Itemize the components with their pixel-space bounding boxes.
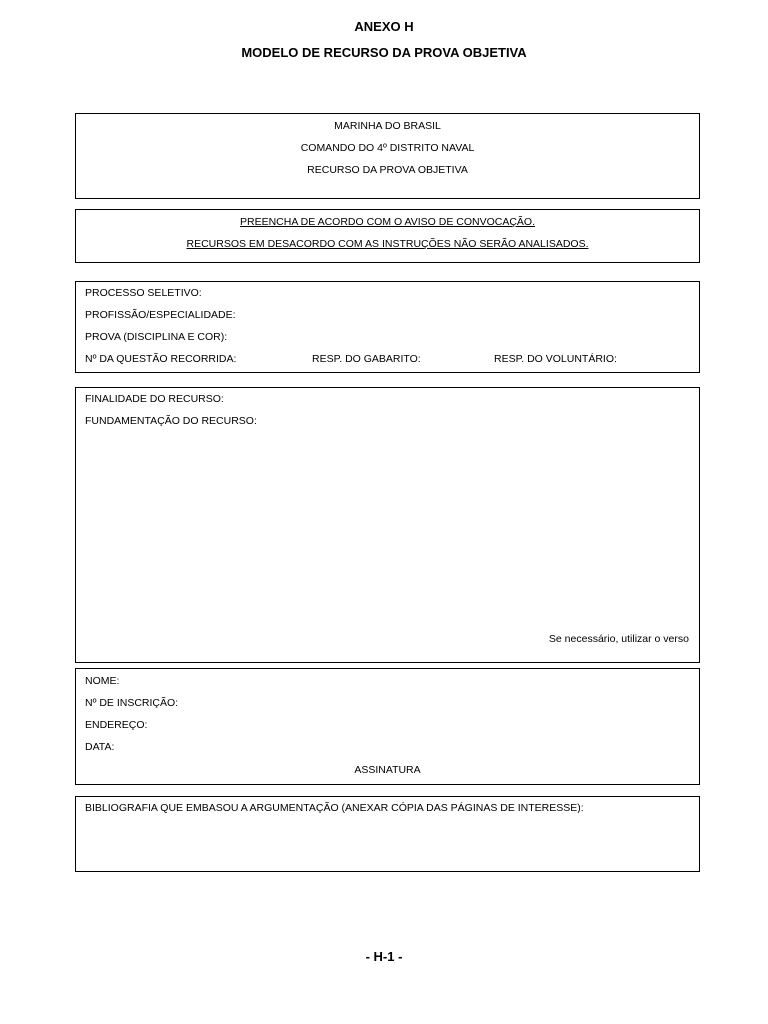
command-name: COMANDO DO 4º DISTRITO NAVAL — [300, 142, 475, 154]
answer-key-label: RESP. DO GABARITO: — [312, 353, 421, 365]
registration-label: Nº DE INSCRIÇÃO: — [85, 697, 179, 709]
process-label: PROCESSO SELETIVO: — [85, 287, 202, 299]
notice-box — [75, 209, 700, 263]
annex-title: ANEXO H — [354, 19, 414, 34]
profession-label: PROFISSÃO/ESPECIALIDADE: — [85, 309, 236, 321]
form-name: RECURSO DA PROVA OBJETIVA — [307, 164, 468, 176]
institution-name: MARINHA DO BRASIL — [334, 120, 441, 132]
candidate-answer-label: RESP. DO VOLUNTÁRIO: — [494, 353, 617, 365]
reverse-note: Se necessário, utilizar o verso — [548, 633, 689, 645]
appeal-box — [75, 387, 700, 663]
bibliography-label: BIBLIOGRAFIA QUE EMBASOU A ARGUMENTAÇÃO (ANEXAR CÓPIA DAS PÁGINAS DE INTERESSE): — [85, 802, 584, 814]
notice-line-2: RECURSOS EM DESACORDO COM AS INSTRUÇÕES NÃO SERÃO ANALISADOS. — [186, 238, 589, 250]
test-label: PROVA (DISCIPLINA E COR): — [85, 331, 228, 343]
institution-box — [75, 113, 700, 199]
purpose-label: FINALIDADE DO RECURSO: — [85, 393, 224, 405]
page-title: MODELO DE RECURSO DA PROVA OBJETIVA — [241, 45, 527, 60]
address-label: ENDEREÇO: — [85, 719, 148, 731]
bibliography-box — [75, 796, 700, 872]
candidate-box — [75, 668, 700, 785]
grounds-label: FUNDAMENTAÇÃO DO RECURSO: — [85, 415, 257, 427]
exam-details-box — [75, 281, 700, 373]
date-label: DATA: — [85, 741, 115, 753]
signature-label: ASSINATURA — [354, 764, 421, 776]
name-label: NOME: — [85, 675, 120, 687]
page-number: - H-1 - — [365, 949, 403, 964]
notice-line-1: PREENCHA DE ACORDO COM O AVISO DE CONVOCAÇÃO. — [239, 216, 536, 228]
question-label: Nº DA QUESTÃO RECORRIDA: — [85, 353, 237, 365]
